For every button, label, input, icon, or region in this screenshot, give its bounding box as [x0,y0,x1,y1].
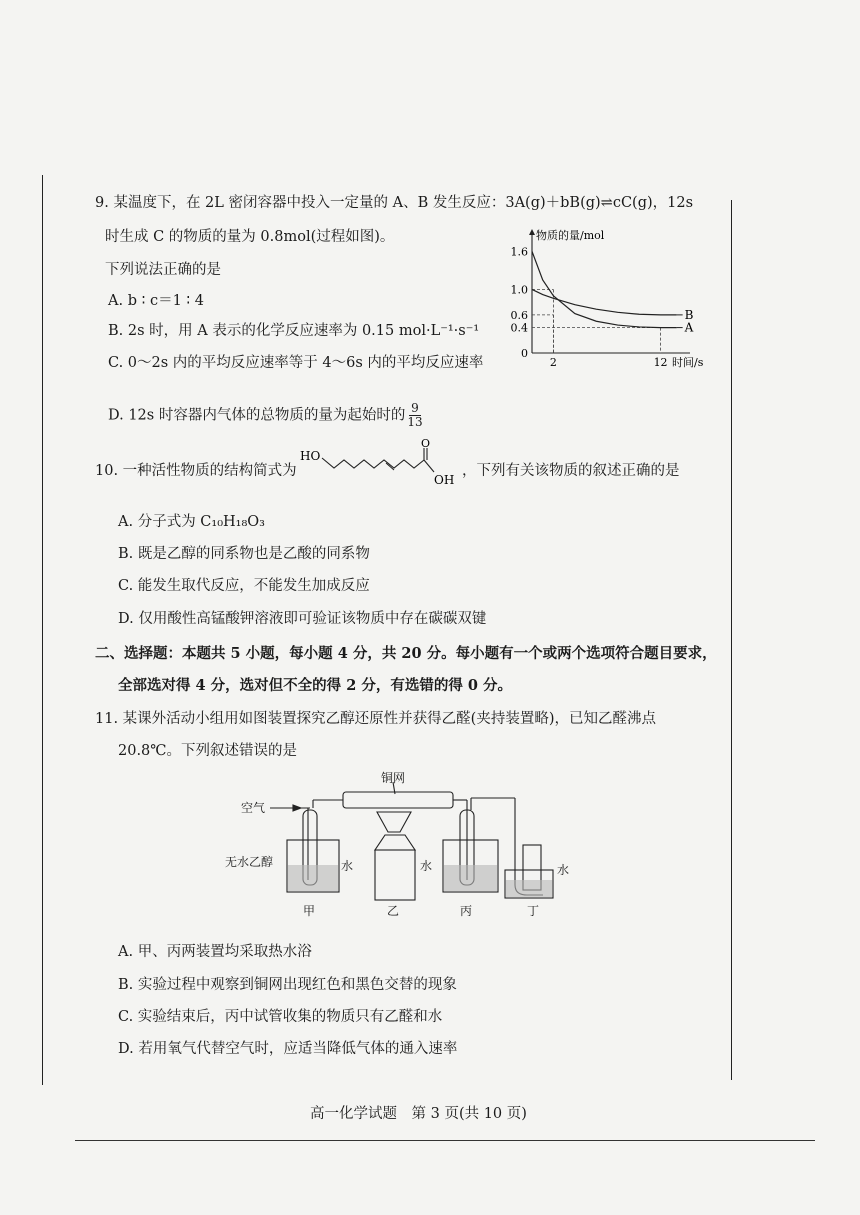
x-axis-label: 时间/s [672,356,704,369]
y-tick-label-2: 0.6 [510,308,528,322]
copper-tube-yi [343,792,453,808]
label-ethanol: 无水乙醇 [225,855,274,869]
q11-option-d: D. 若用氧气代替空气时，应适当降低气体的通入速率 [118,1041,458,1057]
label-water-jia: 水 [341,859,354,873]
label-jia: 甲 [303,904,316,918]
q10-option-b: B. 既是乙醇的同系物也是乙酸的同系物 [118,546,370,562]
q9-stem-line2: 时生成 C 的物质的量为 0.8mol(过程如图)。 [105,229,395,245]
x-tick-label-0: 2 [549,356,557,369]
q10-stem-prefix: 10. 一种活性物质的结构简式为 [95,463,297,479]
q10-option-d: D. 仅用酸性高锰酸钾溶液即可验证该物质中存在碳碳双键 [118,611,487,627]
hydroxyl-bond [424,460,434,472]
label-water-ding: 水 [557,863,570,877]
q11-stem-line2: 20.8℃。下列叙述错误的是 [118,743,298,759]
label-bing: 丙 [460,904,473,918]
q9-amount-time-chart [500,225,704,375]
right-margin-rule [731,200,732,1080]
series-label-A: A [684,320,694,335]
fraction-numerator: 9 [411,401,419,415]
q9-option-b: B. 2s 时，用 A 表示的化学反应速率为 0.15 mol·L⁻¹·s⁻¹ [108,323,480,339]
label-copper-mesh: 铜网 [381,771,406,785]
q9-fraction [407,402,422,429]
q9-option-a: A. b ∶ c＝1 ∶ 4 [108,293,205,309]
water-ding [506,880,552,897]
alcohol-lamp-neck [375,835,415,850]
structure-oh-label: OH [434,473,455,487]
y-axis-label: 物质的量/mol [536,229,605,242]
q9-option-d-text: D. 12s 时容器内气体的总物质的量为起始时的 [108,407,406,424]
air-arrow [293,805,301,811]
q9-prompt: 下列说法正确的是 [105,262,221,278]
series-label-B: B [684,307,694,322]
fraction-denominator: 13 [407,415,423,429]
structure-o-label: O [421,437,431,450]
structure-ho-label: HO [300,449,321,463]
q10-option-c: C. 能发生取代反应，不能发生加成反应 [118,578,370,594]
label-air: 空气 [241,801,266,815]
label-water-bing: 水 [420,859,433,873]
q10-structure-formula [298,437,458,498]
water-jia [288,865,338,891]
footer-rule [75,1140,815,1141]
q9-stem-line1: 9. 某温度下，在 2L 密闭容器中投入一定量的 A、B 发生反应：3A(g)＋bB(g)⇌cC(g)，12s [95,195,694,211]
label-yi: 乙 [387,904,400,918]
q11-option-b: B. 实验过程中观察到铜网出现红色和黑色交替的现象 [118,977,457,993]
alcohol-lamp-body [375,850,415,900]
q11-apparatus-diagram [215,770,595,930]
y-axis-arrow [529,229,535,235]
carbon-chain [322,458,424,468]
water-bing [444,865,497,891]
y-tick-label-4: 0 [521,347,528,360]
q11-option-a: A. 甲、丙两装置均采取热水浴 [118,944,312,960]
q11-stem-line1: 11. 某课外活动小组用如图装置探究乙醇还原性并获得乙醛(夹持装置略)，已知乙醛沸点 [95,711,656,727]
y-tick-label-3: 0.4 [510,321,528,335]
q10-option-a: A. 分子式为 C₁₀H₁₈O₃ [118,514,265,530]
y-tick-label-0: 1.6 [510,245,528,259]
alcohol-lamp-top [377,812,411,832]
x-tick-label-1: 12 [653,356,668,369]
y-tick-label-1: 1.0 [510,283,528,297]
label-ding: 丁 [527,904,540,918]
section2-line1: 二、选择题：本题共 5 小题，每小题 4 分，共 20 分。每小题有一个或两个选项符合题目要求， [95,645,717,662]
section2-line2: 全部选对得 4 分，选对但不全的得 2 分，有选错的得 0 分。 [118,677,513,694]
left-margin-rule [42,175,43,1085]
q10-stem-suffix: ，下列有关该物质的叙述正确的是 [462,463,680,479]
page-footer: 高一化学试题 第 3 页(共 10 页) [310,1106,527,1122]
q9-option-c: C. 0～2s 内的平均反应速率等于 4～6s 内的平均反应速率 [108,355,484,371]
q9-option-d [108,402,423,429]
q11-option-c: C. 实验结束后，丙中试管收集的物质只有乙醛和水 [118,1009,443,1025]
